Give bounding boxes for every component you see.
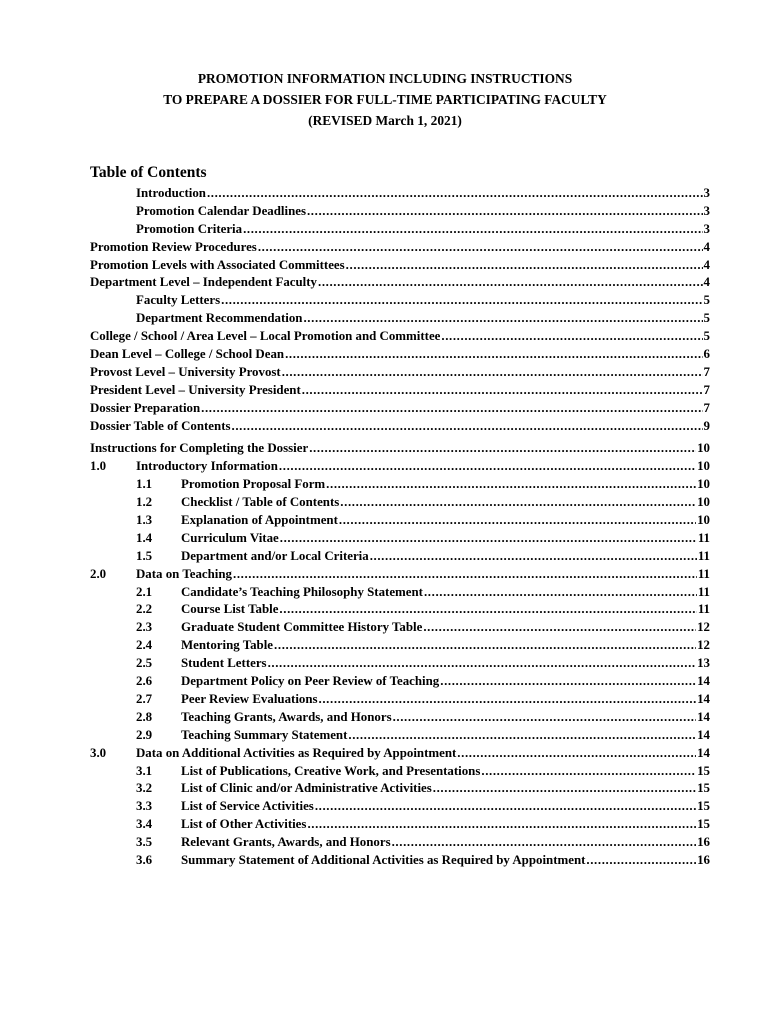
toc-entry-section-3-5[interactable] (90, 834, 710, 852)
toc-entry-title: Introduction (136, 186, 206, 200)
toc-entry-title: President Level – University President (90, 382, 301, 397)
dot-leader (340, 494, 696, 512)
toc-entry-department-level[interactable] (90, 274, 710, 292)
dot-leader (315, 798, 696, 816)
dot-leader (258, 239, 703, 257)
toc-entry-page: 11 (697, 584, 710, 599)
toc-entry-section-1-5[interactable] (90, 548, 710, 566)
dot-leader (201, 400, 702, 418)
toc-entry-title: Graduate Student Committee History Table (181, 620, 423, 635)
toc-entry-page: 16 (697, 835, 710, 850)
toc-entry-section-3-2[interactable] (90, 780, 710, 798)
dot-leader (268, 655, 697, 673)
toc-entry-title: Dossier Table of Contents (90, 418, 231, 433)
toc-entry-title: Dean Level – College / School Dean (90, 347, 285, 362)
toc-entry-title: Instructions for Completing the Dossier (90, 441, 309, 456)
toc-entry-title: List of Clinic and/or Administrative Activities (181, 781, 432, 796)
dot-leader (393, 709, 697, 727)
toc-entry-section-1-3[interactable] (90, 512, 710, 530)
title-line-2: TO PREPARE A DOSSIER FOR FULL-TIME PARTICIPATING FACULTY (163, 92, 607, 107)
toc-entry-title: Department Policy on Peer Review of Teaching (181, 674, 440, 689)
section-number: 1.0 (90, 459, 107, 474)
dot-leader (302, 382, 703, 400)
toc-entry-title: Faculty Letters (136, 293, 221, 308)
toc-entry-page: 3 (703, 203, 710, 218)
toc-entry-page: 15 (697, 781, 710, 796)
toc-entry-title: Department Recommendation (136, 311, 303, 326)
dot-leader (370, 548, 697, 566)
toc-entry-title: Teaching Grants, Awards, and Honors (181, 709, 392, 724)
toc-entry-page: 5 (703, 311, 710, 326)
toc-entry-page: 11 (697, 530, 710, 545)
toc-entry-title: Curriculum Vitae (181, 530, 279, 545)
toc-entry-section-1-2[interactable] (90, 494, 710, 512)
toc-entry-title: Department Level – Independent Faculty (90, 275, 318, 290)
toc-entry-page: 9 (703, 418, 710, 433)
dot-leader (221, 292, 702, 310)
toc-entry-section-1-4[interactable] (90, 530, 710, 548)
toc-entry-section-3-3[interactable] (90, 798, 710, 816)
toc-entry-title: List of Service Activities (181, 799, 314, 814)
section-number: 1.5 (136, 548, 153, 563)
toc-entry-title: Explanation of Appointment (181, 513, 338, 528)
toc-entry-page: 5 (703, 293, 710, 308)
toc-entry-page: 10 (697, 459, 710, 474)
dot-leader (392, 834, 697, 852)
toc-entry-page: 3 (703, 186, 710, 200)
dot-leader (233, 566, 697, 584)
toc-entry-section-2-9[interactable] (90, 727, 710, 745)
toc-entry-title: Promotion Review Procedures (90, 239, 257, 254)
toc-entry-calendar[interactable] (90, 203, 710, 221)
toc-entry-levels[interactable] (90, 257, 710, 275)
dot-leader (586, 852, 696, 870)
section-number: 3.0 (90, 745, 107, 760)
toc-entry-page: 3 (703, 221, 710, 236)
dot-leader (285, 346, 702, 364)
toc-entry-title: Data on Additional Activities as Required by Appointment (136, 745, 457, 760)
toc-entry-title: Teaching Summary Statement (181, 727, 348, 742)
dot-leader (326, 476, 696, 494)
dot-leader (457, 745, 696, 763)
section-number: 2.2 (136, 602, 153, 617)
toc-entry-page: 14 (697, 674, 710, 689)
toc-entry-dept-recommendation[interactable] (90, 310, 710, 328)
toc-entry-page: 14 (697, 727, 710, 742)
toc-entry-title: Course List Table (181, 602, 279, 617)
toc-entry-page: 4 (703, 257, 710, 272)
dot-leader (309, 440, 696, 458)
section-number: 2.7 (136, 691, 153, 706)
toc-entry-dossier-preparation[interactable] (90, 400, 710, 418)
section-number: 2.9 (136, 727, 153, 742)
toc-entry-page: 15 (697, 817, 710, 832)
toc-entry-section-3[interactable] (90, 745, 710, 763)
toc-entry-title: Promotion Calendar Deadlines (136, 203, 306, 218)
toc-entry-title: Mentoring Table (181, 638, 274, 653)
toc-entry-section-2-8[interactable] (90, 709, 710, 727)
toc-entry-section-2-4[interactable] (90, 637, 710, 655)
toc-entry-section-2-6[interactable] (90, 673, 710, 691)
dot-leader (243, 221, 702, 239)
section-number: 3.1 (136, 763, 153, 778)
toc-entry-title: Data on Teaching (136, 566, 232, 581)
dot-leader (303, 310, 702, 328)
toc-entry-title: Checklist / Table of Contents (181, 495, 340, 510)
toc-entry-page: 14 (697, 745, 710, 760)
toc-entry-page: 6 (703, 347, 710, 362)
title-line-1: PROMOTION INFORMATION INCLUDING INSTRUCTIONS (197, 71, 573, 86)
toc-entry-page: 12 (697, 638, 710, 653)
section-number: 2.4 (136, 638, 153, 653)
toc-entry-title: Department and/or Local Criteria (181, 548, 369, 563)
toc-entry-section-2-3[interactable] (90, 619, 710, 637)
section-number: 1.1 (136, 477, 153, 492)
dot-leader (319, 691, 697, 709)
dot-leader (339, 512, 696, 530)
toc-entry-instructions[interactable] (90, 440, 710, 458)
section-number: 3.4 (136, 817, 153, 832)
toc-entry-page: 7 (703, 364, 710, 379)
dot-leader (279, 601, 696, 619)
dot-leader (280, 530, 697, 548)
toc-entry-provost-level[interactable] (90, 364, 710, 382)
dot-leader (423, 619, 696, 637)
toc-entry-section-1[interactable] (90, 458, 710, 476)
toc-entry-title: Dossier Preparation (90, 400, 201, 415)
section-number: 1.4 (136, 530, 153, 545)
section-number: 2.1 (136, 584, 153, 599)
section-number: 2.3 (136, 620, 153, 635)
dot-leader (433, 780, 696, 798)
toc-entry-page: 10 (697, 477, 710, 492)
section-number: 3.6 (136, 852, 153, 867)
toc-entry-criteria[interactable] (90, 221, 710, 239)
toc-entry-college-level[interactable] (90, 328, 710, 346)
toc-entry-section-2-1[interactable] (90, 584, 710, 602)
toc-entry-dean-level[interactable] (90, 346, 710, 364)
dot-leader (232, 418, 703, 436)
toc-entry-title: College / School / Area Level – Local Promotion and Committee (90, 329, 441, 344)
dot-leader (307, 203, 703, 221)
section-number: 3.3 (136, 799, 153, 814)
toc-entry-page: 14 (697, 709, 710, 724)
toc-entry-title: Introductory Information (136, 459, 278, 474)
dot-leader (282, 364, 703, 382)
dot-leader (307, 816, 696, 834)
toc-entry-title: Candidate’s Teaching Philosophy Statement (181, 584, 423, 599)
toc-entry-title: Promotion Proposal Form (181, 477, 326, 492)
dot-leader (440, 673, 696, 691)
toc-entry-section-2-7[interactable] (90, 691, 710, 709)
document-header (0, 68, 770, 131)
toc-heading: Table of Contents (90, 164, 207, 181)
toc-entry-page: 13 (697, 656, 710, 671)
toc-entry-page: 4 (703, 275, 710, 290)
toc-entry-section-2-2[interactable] (90, 601, 710, 619)
toc-entry-title: Promotion Criteria (136, 221, 243, 236)
toc-entry-dossier-toc[interactable] (90, 418, 710, 436)
toc-entry-page: 11 (697, 566, 710, 581)
section-number: 3.2 (136, 781, 153, 796)
toc-entry-page: 7 (703, 400, 710, 415)
toc-entry-title: Peer Review Evaluations (181, 691, 318, 706)
toc-entry-section-3-6[interactable] (90, 852, 710, 870)
dot-leader (348, 727, 696, 745)
toc-entry-page: 14 (697, 691, 710, 706)
toc-entry-page: 4 (703, 239, 710, 254)
section-number: 3.5 (136, 835, 153, 850)
dot-leader (207, 185, 703, 203)
toc-entry-president-level[interactable] (90, 382, 710, 400)
toc-entry-title: List of Publications, Creative Work, and Presentations (181, 763, 481, 778)
section-number: 2.5 (136, 656, 153, 671)
section-number: 1.3 (136, 513, 153, 528)
dot-leader (318, 274, 703, 292)
toc-entry-title: Provost Level – University Provost (90, 364, 281, 379)
toc-entry-page: 15 (697, 799, 710, 814)
toc-entry-section-2-5[interactable] (90, 655, 710, 673)
toc-entry-section-1-1[interactable] (90, 476, 710, 494)
toc-entry-title: Summary Statement of Additional Activities as Required by Appointment (181, 852, 586, 867)
dot-leader (346, 257, 703, 275)
dot-leader (441, 328, 702, 346)
toc-entry-page: 5 (703, 329, 710, 344)
dot-leader (274, 637, 696, 655)
toc-entry-introduction[interactable] (90, 185, 710, 203)
section-number: 1.2 (136, 495, 153, 510)
toc-entry-page: 15 (697, 763, 710, 778)
toc-entry-section-2[interactable] (90, 566, 710, 584)
section-number: 2.6 (136, 674, 153, 689)
toc-entry-faculty-letters[interactable] (90, 292, 710, 310)
toc-entry-review-procedures[interactable] (90, 239, 710, 257)
dot-leader (424, 584, 697, 602)
toc-entry-page: 11 (697, 602, 710, 617)
section-number: 2.8 (136, 709, 153, 724)
toc-entry-title: List of Other Activities (181, 817, 307, 832)
section-number: 2.0 (90, 566, 107, 581)
toc-entry-section-3-1[interactable] (90, 763, 710, 781)
toc-entry-section-3-4[interactable] (90, 816, 710, 834)
toc-entry-title: Relevant Grants, Awards, and Honors (181, 835, 391, 850)
dot-leader (481, 763, 696, 781)
revision-date: (REVISED March 1, 2021) (308, 113, 462, 128)
toc-entry-title: Student Letters (181, 656, 267, 671)
toc-entry-title: Promotion Levels with Associated Committees (90, 257, 345, 272)
toc-entry-page: 10 (697, 513, 710, 528)
toc-entry-page: 11 (697, 548, 710, 563)
toc-entry-page: 12 (697, 620, 710, 635)
toc-entry-page: 7 (703, 382, 710, 397)
toc-entry-page: 10 (697, 441, 710, 456)
toc-entry-page: 10 (697, 495, 710, 510)
toc-entry-page: 16 (697, 852, 710, 867)
dot-leader (279, 458, 696, 476)
table-of-contents (90, 185, 710, 870)
